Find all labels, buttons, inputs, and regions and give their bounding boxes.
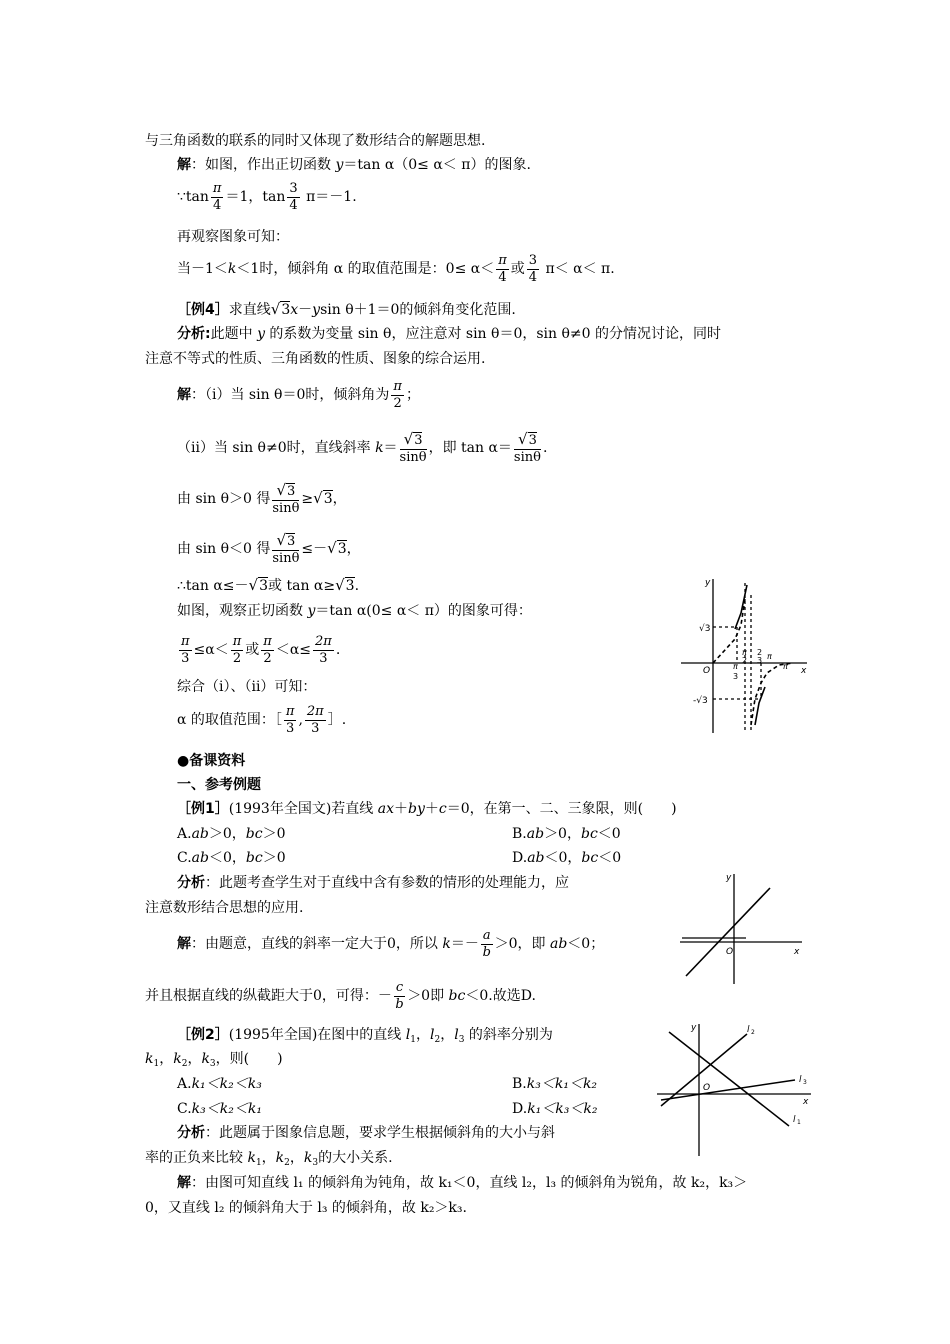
fraction: $\frac{√3}{\sin\theta}$ [513,429,541,465]
l2-sub: 2 [751,1029,755,1036]
text: ：如图，作出正切函数 [191,157,336,173]
example-tag: ［例1］ [177,801,229,817]
formula-line: 当－1＜k＜1时，倾斜角 α 的取值范围是：0≤ α＜ $\frac{\pi}{4}$ 或 $\frac{3}{4}$ π＜ α＜ π. [177,252,615,285]
formula-line: ∴tan α≤－√3或 tan α≥√3. [177,576,360,594]
pi-label: π [783,662,788,671]
y-label: y [691,1023,697,1033]
fraction: $\frac{c}{b}$ [395,979,404,1012]
l3-sub: 3 [803,1079,807,1086]
fraction: $\frac{3}{4}$ [289,180,298,213]
formula-line: 由 sin θ＞0 得 $\frac{√3}{\sin\theta}$ ≥√3， [177,480,347,516]
fraction: $\frac{\pi}{4}$ [212,180,222,213]
example-line: ［例1］(1993年全国文)若直线 ax＋by＋c＝0，在第一、二、三象限，则( ) [177,801,677,817]
fraction: $\frac{√3}{\sin\theta}$ [399,429,427,465]
line-l1 [669,1032,789,1126]
l2-label: l [747,1025,750,1035]
solution-line: 解：由图可知直线 l₁ 的倾斜角为钝角，故 k₁＜0，直线 l₂，l₃ 的倾斜角为锐角，故 k₂，k₃＞ [177,1175,748,1191]
fraction: $\frac{\pi}{2}$ [232,633,242,666]
fraction: $\frac{\pi}{2}$ [393,378,402,411]
text-line: 率的正负来比较 $k_1$，$k_2$，$k_3$的大小关系. [145,1150,393,1168]
analysis-label: 分析 [177,1125,205,1141]
l1-sub: 1 [797,1119,801,1126]
origin-label: O [726,947,734,957]
origin-label: O [703,1083,711,1093]
fraction: $\frac{2\pi}{3}$ [315,633,332,666]
analysis-label: 分析: [177,326,211,342]
l3-label: l [799,1075,802,1085]
fraction: $\frac{√3}{\sin\theta}$ [272,530,300,566]
line-l2 [661,1034,747,1106]
y-label: y [705,578,711,588]
sub-heading: 一、参考例题 [177,777,261,793]
three-lines-figure [655,1020,815,1160]
option-c: C.ab＜0，bc＞0 [177,850,286,866]
x-label: x [801,666,807,676]
formula-line: 解：（ⅰ）当 sin θ＝0时，倾斜角为 $\frac{\pi}{2}$ ； [177,378,420,411]
example-line: ［例4］求直线√3x－ysin θ＋1＝0的倾斜角变化范围. [177,300,516,318]
example-tag: ［例4］ [177,302,229,318]
analysis-line: 分析:此题中 y 的系数为变量 sin θ，应注意对 sin θ＝0，sin θ≠0 的分情况讨论，同时 [177,326,722,342]
pi3-num: π [733,662,738,671]
example-tag: ［例2］ [177,1027,229,1043]
fraction: $\frac{\pi}{2}$ [263,633,272,666]
text: π＝－1. [301,189,357,205]
neg-sqrt3-label: -√3 [693,696,708,706]
fraction: $\frac{\pi}{3}$ [285,703,295,736]
text-line: 再观察图象可知： [177,229,289,245]
option-a: A.k₁＜k₂＜k₃ [177,1076,262,1092]
line [686,888,770,976]
solution-label: 解 [177,157,191,173]
option-d: D.ab＜0，bc＜0 [512,850,622,866]
2pi3-den: 3 [757,656,763,665]
formula-line [177,180,357,214]
text: ∵tan [177,189,209,205]
formula-line: （ⅱ）当 sin θ≠0时，直线斜率 k＝ $\frac{√3}{\sin\theta}$ ，即 tan α＝ $\frac{√3}{\sin\theta}$ . [177,429,548,465]
line-figure [678,868,808,988]
pi2-den: 2 [742,656,748,665]
tan-curve-right [755,687,765,725]
fraction: $\frac{\pi}{3}$ [181,633,190,666]
fraction: $\frac{\pi}{4}$ [498,252,507,285]
text-line: 注意不等式的性质、三角函数的性质、图象的综合运用. [145,351,486,367]
text-line [177,156,531,174]
pi3-den: 3 [733,672,739,681]
fraction: $\frac{3}{4}$ [528,252,538,285]
sqrt3-label: √3 [699,624,711,634]
text-line: $k_1$，$k_2$，$k_3$，则( ) [145,1051,283,1069]
formula-line: 并且根据直线的纵截距大于0，可得：－ $\frac{c}{b}$ ＞0即 bc＜0.故选D. [145,979,536,1012]
option-b: B.ab＞0，bc＜0 [512,826,621,842]
2pi3-pi: π [767,652,772,661]
tangent-figure [675,575,815,735]
option-c: C.k₃＜k₂＜k₁ [177,1101,262,1117]
example-line: ［例2］(1995年全国)在图中的直线 $l_1$，$l_2$，$l_3$ 的斜率分别为 [177,1027,553,1045]
option-d: D.k₁＜k₃＜k₂ [512,1101,598,1117]
analysis-label: 分析 [177,875,205,891]
l1-label: l [793,1115,796,1125]
formula-line: 由 sin θ＜0 得 $\frac{√3}{\sin\theta}$ ≤－√3， [177,530,361,566]
formula-line: $\frac{\pi}{3}$ ≤α＜ $\frac{\pi}{2}$ 或 $\frac{\pi}{2}$ ＜α≤ $\frac{2\pi}{3}$ . [181,633,341,666]
text-line: 综合（ⅰ）、（ⅱ）可知： [177,679,317,695]
pi2-num: π [742,648,747,657]
text: ＝1，tan [225,189,286,205]
fraction: $\frac{a}{b}$ [482,927,491,960]
formula-line: α 的取值范围：［ $\frac{\pi}{3}$ , $\frac{2\pi}{3}$ ］. [177,703,347,736]
2pi3-num: 2 [757,648,763,657]
var: y [335,157,344,173]
origin-label: O [703,666,711,676]
tan-curve-left-dashed [713,599,748,665]
fraction: $\frac{√3}{\sin\theta}$ [272,480,300,516]
y-label: y [726,873,732,883]
text-line: 注意数形结合思想的应用. [145,900,304,916]
x-label: x [803,1097,809,1107]
fraction: $\frac{2\pi}{3}$ [306,703,324,736]
option-a: A.ab＞0，bc＞0 [177,826,286,842]
formula-line: 解：由题意，直线的斜率一定大于0，所以 k＝－ $\frac{a}{b}$ ＞0，即 ab＜0； [177,927,605,960]
solution-label: 解 [177,1175,191,1191]
solution-label: 解 [177,936,191,952]
text-line: 与三角函数的联系的同时又体现了数形结合的解题思想. [145,133,486,149]
text-line: 0，又直线 l₂ 的倾斜角大于 l₃ 的倾斜角，故 k₂＞k₃. [145,1200,467,1216]
analysis-line: 分析：此题考查学生对于直线中含有参数的情形的处理能力，应 [177,875,569,891]
text-line: 如图，观察正切函数 y＝tan α(0≤ α＜ π）的图象可得： [177,603,532,619]
text: ＝tan α（0≤ α＜ π）的图象. [343,157,531,173]
x-label: x [794,947,800,957]
section-heading: ●备课资料 [177,753,246,769]
analysis-line: 分析：此题属于图象信息题，要求学生根据倾斜角的大小与斜 [177,1125,555,1141]
solution-label: 解 [177,387,191,403]
option-b: B.k₃＜k₁＜k₂ [512,1076,598,1092]
